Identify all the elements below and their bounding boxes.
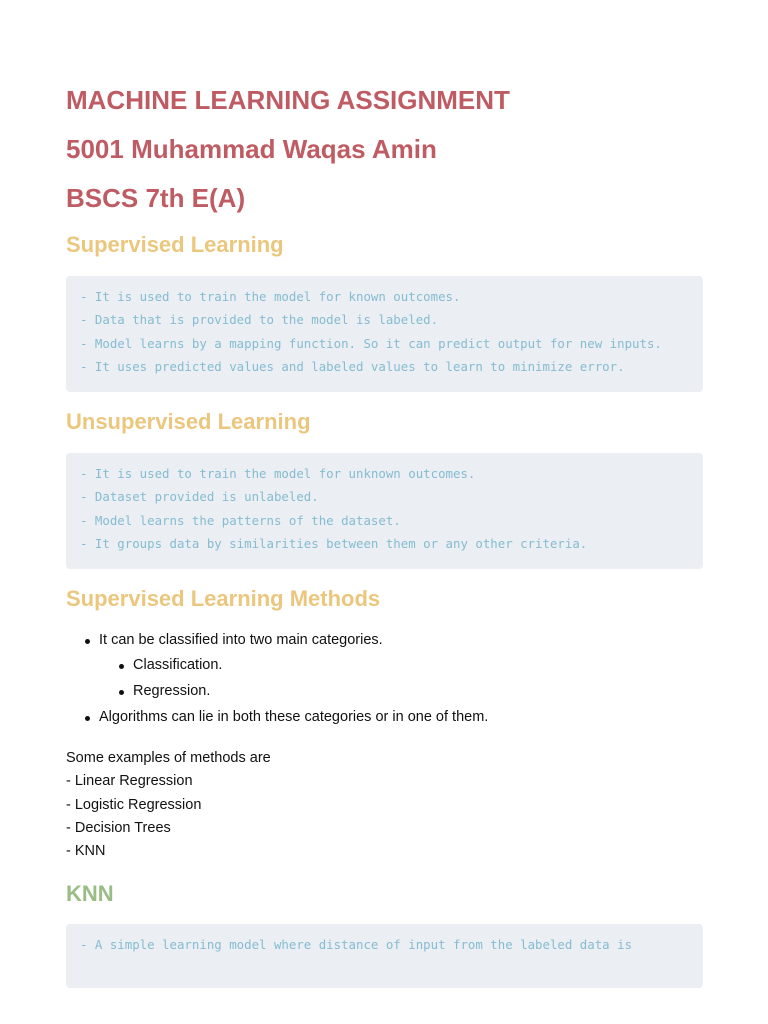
examples-intro: Some examples of methods are xyxy=(66,750,271,766)
list-item: Classification. xyxy=(66,657,488,674)
code-line: - Dataset provided is unlabeled. xyxy=(80,489,319,505)
supervised-learning-heading: Supervised Learning xyxy=(66,232,284,257)
code-line: - Model learns the patterns of the dataset. xyxy=(80,512,401,528)
list-item: Algorithms can lie in both these categories or in one of them. xyxy=(66,709,488,726)
code-line: - It groups data by similarities between them or any other criteria. xyxy=(80,535,588,551)
knn-code-block xyxy=(66,924,703,988)
example-item: - Decision Trees xyxy=(66,819,171,836)
example-item: - Logistic Regression xyxy=(66,796,202,813)
unsupervised-learning-heading: Unsupervised Learning xyxy=(66,409,311,434)
example-item: - Linear Regression xyxy=(66,773,193,790)
student-name-heading: 5001 Muhammad Waqas Amin xyxy=(66,134,437,164)
code-line: - A simple learning model where distance of input from the labeled data is xyxy=(80,937,633,952)
code-line: - It uses predicted values and labeled values to learn to minimize error. xyxy=(80,358,625,374)
list-item: It can be classified into two main categories. xyxy=(66,632,488,649)
code-line: - Data that is provided to the model is labeled. xyxy=(80,312,439,328)
assignment-title: MACHINE LEARNING ASSIGNMENT xyxy=(66,85,510,115)
code-line: - Model learns by a mapping function. So it can predict output for new inputs. xyxy=(80,335,662,351)
knn-heading: KNN xyxy=(66,881,114,906)
supervised-learning-code-block xyxy=(66,276,703,392)
code-line: - It is used to train the model for unknown outcomes. xyxy=(80,466,476,481)
examples-paragraph xyxy=(66,747,271,863)
unsupervised-learning-code-block xyxy=(66,453,703,569)
list-item: Regression. xyxy=(66,683,488,700)
methods-bullet-list xyxy=(66,632,488,726)
example-item: - KNN xyxy=(66,843,106,860)
class-section-heading: BSCS 7th E(A) xyxy=(66,183,246,213)
code-line: - It is used to train the model for known outcomes. xyxy=(80,289,461,304)
supervised-methods-heading: Supervised Learning Methods xyxy=(66,586,381,611)
